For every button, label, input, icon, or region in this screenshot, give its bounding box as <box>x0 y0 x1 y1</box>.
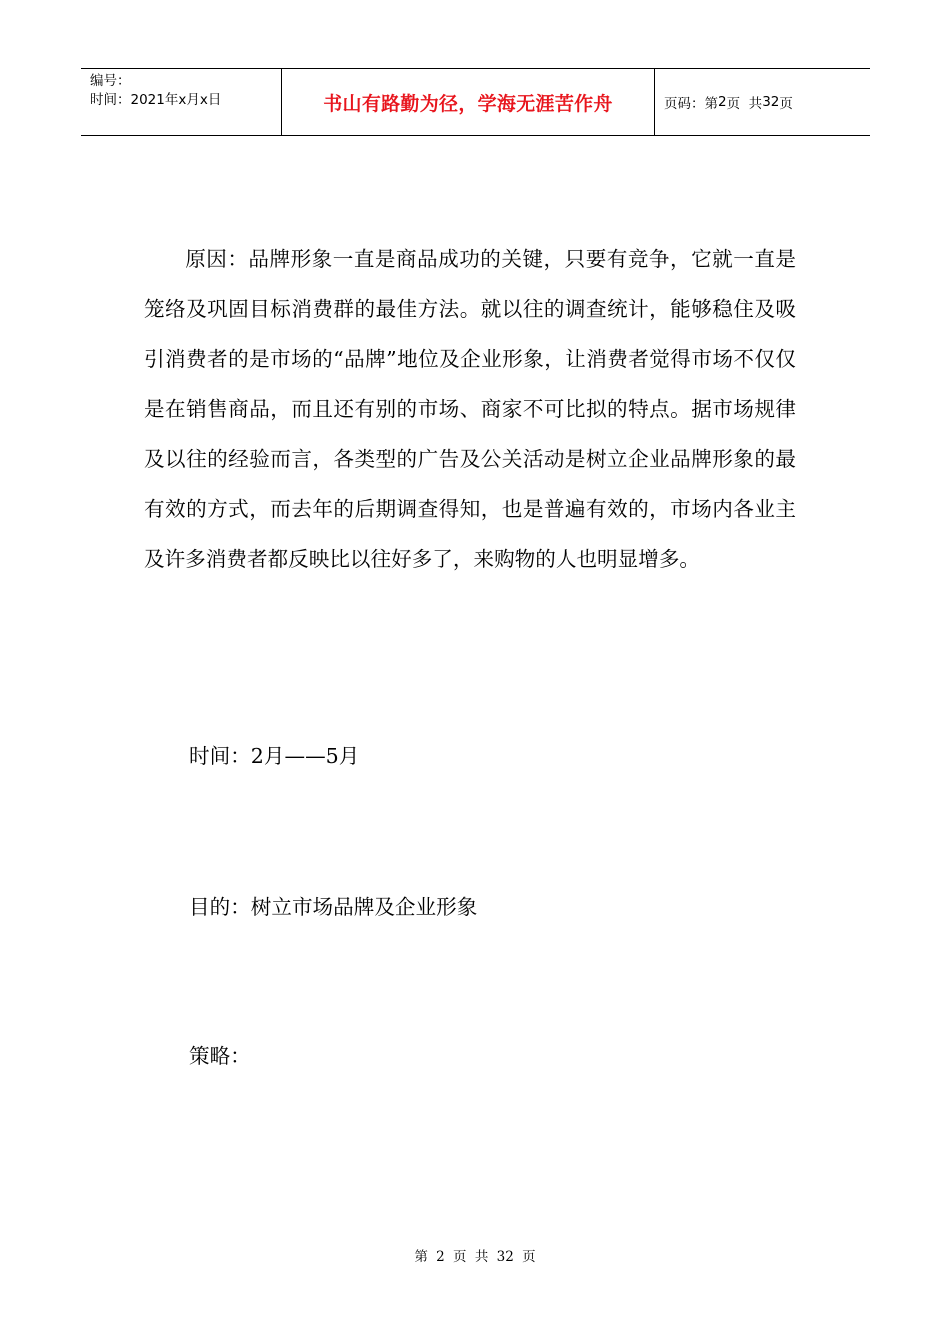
page-mid: 页 共 <box>726 96 763 112</box>
page-suffix: 页 <box>779 96 793 112</box>
header-motto: 书山有路勤为径，学海无涯苦作舟 <box>281 69 655 135</box>
purpose-paragraph: 目的：树立市场品牌及企业形象 <box>189 895 478 919</box>
page-prefix: 页码：第 <box>664 96 718 112</box>
header-page-info <box>655 69 870 135</box>
strategy-paragraph: 策略： <box>189 1044 251 1068</box>
reason-paragraph: 原因：品牌形象一直是商品成功的关键，只要有竞争，它就一直是笼络及巩固目标消费群的最佳方法。就以往的调查统计，能够稳住及吸引消费者的是市场的“品牌”地位及企业形象，让消费者觉得市场不仅仅是在销售商品，而且还有别的市场、商家不可比拟的特点。据市场规律及以往的经验而言，各类型的广告及公关活动是树立企业品牌形象的最有效的方式，而去年的后期调查得知，也是普遍有效的，市场内各业主及许多消费者都反映比以往好多了，来购物的人也明显增多。 <box>144 247 796 571</box>
page-header <box>81 68 870 136</box>
header-meta <box>81 69 281 135</box>
document-date-label: 时间：2021年x月x日 <box>90 92 222 108</box>
page-footer: 第 2 页 共 32 页 <box>414 1249 536 1265</box>
page-total: 32 <box>762 94 780 110</box>
page-number: 2 <box>718 94 727 110</box>
time-paragraph: 时间：2月——5月 <box>189 744 360 768</box>
document-number-label: 编号： <box>90 73 131 89</box>
